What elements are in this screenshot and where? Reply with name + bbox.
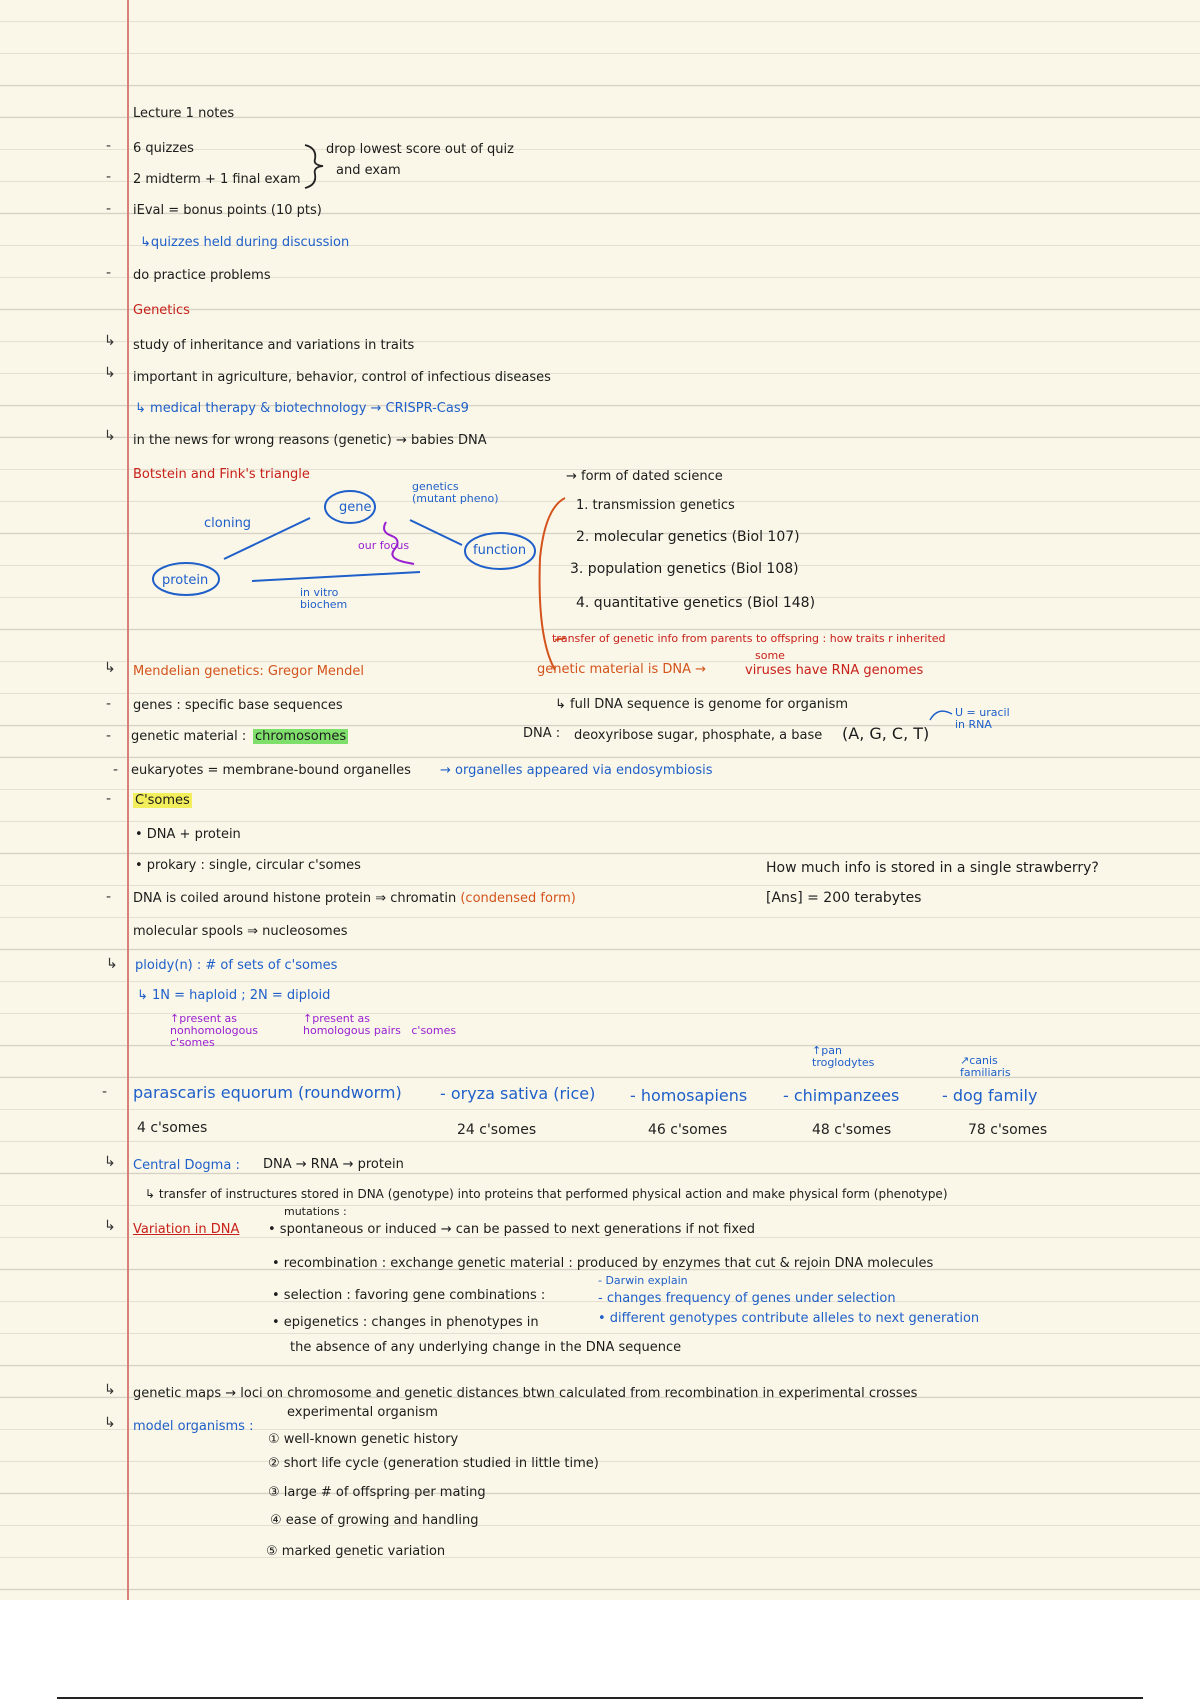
news-note: in the news for wrong reasons (genetic) → babies DNA [133, 433, 487, 448]
genetics-study: study of inheritance and variations in traits [133, 338, 415, 353]
arrow-bullet: ↳ [104, 1218, 116, 1234]
dogma-transfer: ↳ transfer of instructures stored in DNA (genotype) into proteins that performed physical action and make physical form (phenotype) [145, 1187, 948, 1201]
dash-bullet: - [106, 791, 112, 807]
ploidy-haploid-diploid: ↳ 1N = haploid ; 2N = diploid [137, 988, 331, 1003]
arrow-bullet: ↳ [104, 1415, 116, 1431]
bottom-rule [57, 1697, 1143, 1699]
branch-viruses: viruses have RNA genomes [745, 663, 924, 678]
arrow-bullet: ↳ [106, 956, 118, 972]
organism-name: parascaris equorum (roundworm) [133, 1083, 402, 1102]
arrow-bullet: ↳ [104, 428, 116, 444]
nonhomologous-note: ↑present as nonhomologous c'somes [170, 1012, 259, 1049]
branch-1: 1. transmission genetics [576, 498, 735, 513]
triangle-title: Botstein and Fink's triangle [133, 467, 310, 482]
exams-note: 2 midterm + 1 final exam [133, 172, 301, 187]
branch-some: some [755, 649, 785, 662]
chimp-species-note: ↑pan troglodytes [812, 1044, 875, 1069]
genes-definition: genes : specific base sequences [133, 698, 343, 713]
model-criterion: ⑤ marked genetic variation [266, 1544, 446, 1559]
arrow-bullet: ↳ [104, 1382, 116, 1398]
ieval-note: iEval = bonus points (10 pts) [133, 203, 322, 218]
model-criterion: ③ large # of offspring per mating [268, 1485, 486, 1500]
model-criterion: ④ ease of growing and handling [270, 1513, 479, 1528]
medical-note: ↳ medical therapy & biotechnology → CRISPR-Cas9 [135, 401, 469, 416]
dash-bullet: - [106, 728, 112, 744]
dogma-flow: DNA → RNA → protein [263, 1157, 404, 1172]
dog-species-note: ↗canis familiaris [960, 1054, 1011, 1079]
drop-brace [305, 145, 323, 188]
dash-bullet: - [106, 889, 112, 905]
ploidy-definition: ploidy(n) : # of sets of c'somes [135, 958, 338, 973]
organism-count: 4 c'somes [137, 1120, 208, 1136]
chromosomes-highlight: chromosomes [255, 729, 347, 744]
drop-note-line-2: and exam [336, 163, 401, 178]
cloning-label: cloning [204, 516, 252, 531]
dash-bullet: - [106, 138, 112, 154]
homologous-note: ↑present as homologous pairs c'somes [303, 1012, 457, 1037]
mendel-heading: Mendelian genetics: Gregor Mendel [133, 664, 365, 679]
variation-epigenetics: • epigenetics : changes in phenotypes in [272, 1315, 539, 1330]
variation-selection: • selection : favoring gene combinations : [272, 1288, 546, 1303]
genetic-maps-note: genetic maps → loci on chromosome and genetic distances btwn calculated from recombination in experimental crosses [133, 1386, 918, 1401]
branch-2: 2. molecular genetics (Biol 107) [576, 529, 800, 545]
organism-count: 78 c'somes [968, 1122, 1048, 1138]
branch-material: genetic material is DNA → [537, 662, 707, 677]
strawberry-answer: [Ans] = 200 terabytes [766, 890, 922, 906]
branch-3: 3. population genetics (Biol 108) [570, 561, 799, 577]
organism-count: 24 c'somes [457, 1122, 537, 1138]
coiled-text: DNA is coiled around histone protein ⇒ chromatin [133, 891, 457, 906]
arrow-bullet: ↳ [104, 365, 116, 381]
dna-label: DNA : [523, 726, 561, 741]
darwin-note: - Darwin explain [598, 1274, 688, 1287]
dna-components: deoxyribose sugar, phosphate, a base [574, 728, 823, 743]
our-focus-label: our focus [358, 539, 410, 552]
organism-name: - homosapiens [630, 1086, 748, 1105]
biochem-edge [252, 572, 420, 581]
variation-spontaneous: • spontaneous or induced → can be passed to next generations if not fixed [268, 1222, 755, 1237]
eukaryotes-note: eukaryotes = membrane-bound organelles [131, 763, 411, 778]
model-criterion: ① well-known genetic history [268, 1432, 459, 1447]
genetics-edge [410, 520, 462, 545]
drop-note-line-1: drop lowest score out of quiz [326, 142, 514, 157]
coiled-note [133, 891, 576, 906]
branch-transfer-note: transfer of genetic info from parents to offspring : how traits r inherited [552, 632, 946, 645]
genetics-importance: important in agriculture, behavior, control of infectious diseases [133, 370, 551, 385]
arrow-bullet: ↳ [104, 1154, 116, 1170]
organism-name: - dog family [942, 1086, 1038, 1105]
endosymbiosis-note: → organelles appeared via endosymbiosis [440, 763, 713, 778]
model-organisms-heading: model organisms : [133, 1419, 254, 1434]
strawberry-question: How much info is stored in a single strawberry? [766, 860, 1099, 876]
prokary-note: • prokary : single, circular c'somes [135, 858, 361, 873]
selection-changes-note: - changes frequency of genes under selection [598, 1291, 896, 1306]
gene-label: gene [339, 500, 372, 515]
dash-bullet: - [102, 1084, 108, 1100]
organism-count: 48 c'somes [812, 1122, 892, 1138]
different-genotypes-note: • different genotypes contribute alleles to next generation [598, 1311, 980, 1326]
genetic-material-label: genetic material : [131, 729, 247, 744]
uracil-arrow [930, 711, 952, 720]
organism-name: - chimpanzees [783, 1086, 900, 1105]
branches-form: → form of dated science [566, 469, 723, 484]
dogma-heading: Central Dogma : [133, 1158, 240, 1173]
variation-heading: Variation in DNA [133, 1222, 240, 1237]
variation-epigenetics-cont: the absence of any underlying change in the DNA sequence [290, 1340, 682, 1355]
dash-bullet: - [106, 169, 112, 185]
spools-note: molecular spools ⇒ nucleosomes [133, 924, 348, 939]
organism-count: 46 c'somes [648, 1122, 728, 1138]
in-vitro-label: in vitro biochem [300, 586, 348, 611]
dash-bullet: - [106, 696, 112, 712]
quiz-discussion-note: ↳quizzes held during discussion [140, 235, 350, 250]
quizzes-note: 6 quizzes [133, 141, 194, 156]
dash-bullet: - [106, 201, 112, 217]
protein-label: protein [162, 573, 209, 588]
dash-bullet: - [106, 265, 112, 281]
dash-bullet: - [113, 762, 119, 778]
branch-4: 4. quantitative genetics (Biol 148) [576, 595, 816, 611]
arrow-bullet: ↳ [104, 660, 116, 676]
dna-bases: (A, G, C, T) [842, 724, 930, 743]
condensed-note: (condensed form) [460, 891, 576, 906]
experimental-organism-label: experimental organism [287, 1405, 438, 1420]
model-criterion: ② short life cycle (generation studied in little time) [268, 1456, 599, 1471]
page-title: Lecture 1 notes [133, 106, 235, 121]
genetics-heading: Genetics [133, 303, 190, 318]
dna-protein-note: • DNA + protein [135, 827, 241, 842]
full-dna-note: ↳ full DNA sequence is genome for organism [555, 697, 849, 712]
organism-name: - oryza sativa (rice) [440, 1084, 596, 1103]
uracil-note: U = uracil in RNA [955, 706, 1010, 731]
variation-recombination: • recombination : exchange genetic material : produced by enzymes that cut & rejoin DNA molecules [272, 1256, 934, 1271]
mutations-label: mutations : [284, 1205, 347, 1218]
genetics-mutant-note: genetics (mutant pheno) [412, 480, 499, 505]
csomes-heading: C'somes [135, 793, 190, 808]
function-label: function [473, 543, 527, 558]
practice-note: do practice problems [133, 268, 271, 283]
arrow-bullet: ↳ [104, 333, 116, 349]
